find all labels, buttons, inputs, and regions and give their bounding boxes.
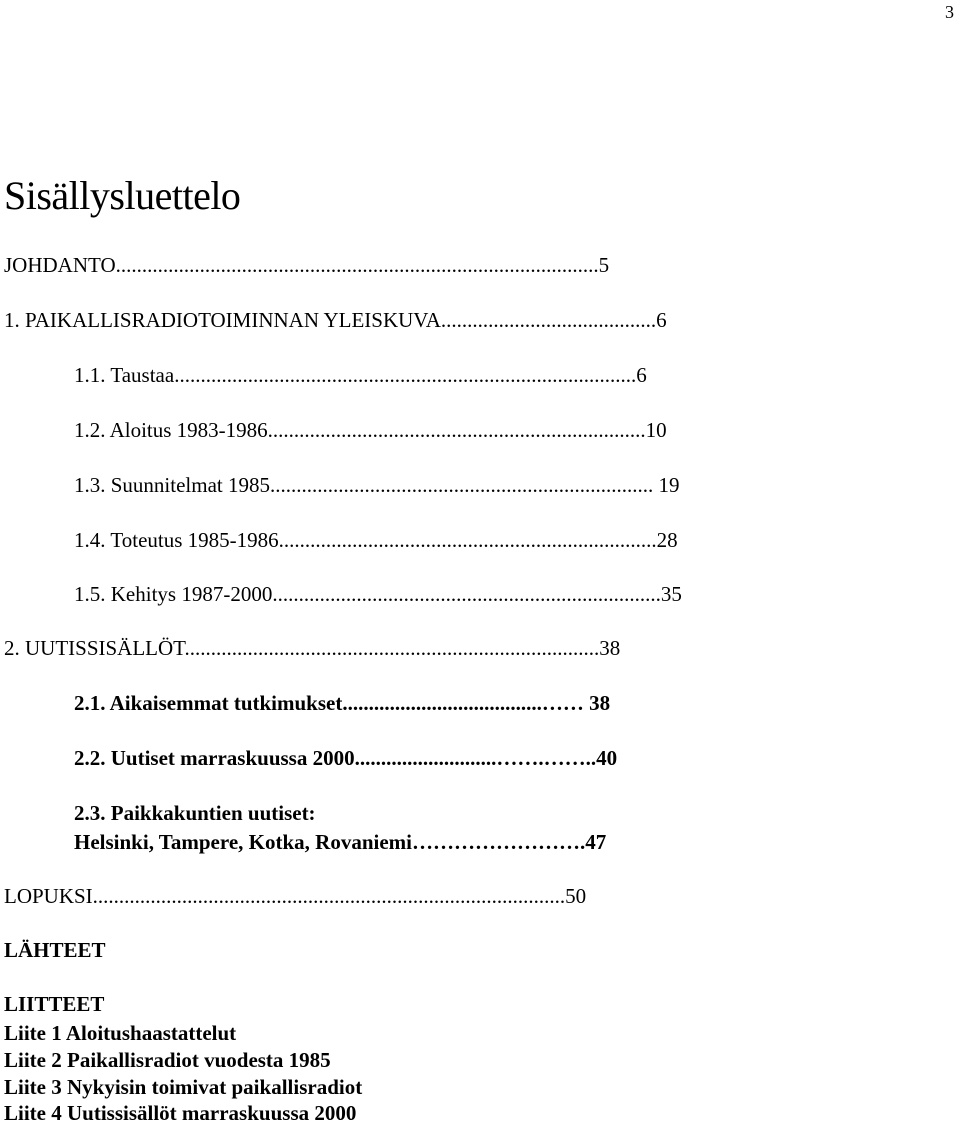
toc-entry-1-5: 1.5. Kehitys 1987-2000..........................................................................35 — [74, 582, 682, 606]
toc-entry-2-1: 2.1. Aikaisemmat tutkimukset......................................…… 38 — [74, 691, 611, 715]
toc-entry-liitteet: LIITTEET — [4, 992, 105, 1016]
toc-entry-2-3-cities: Helsinki, Tampere, Kotka, Rovaniemi…………………….47 — [74, 830, 607, 854]
toc-entry-lahteet: LÄHTEET — [4, 938, 106, 962]
toc-entry-1-2: 1.2. Aloitus 1983-1986........................................................................10 — [74, 418, 667, 442]
toc-entry-2-2: 2.2. Uutiset marraskuussa 2000...........................…….……..40 — [74, 746, 618, 770]
toc-entry-1-1: 1.1. Taustaa........................................................................................6 — [74, 363, 647, 387]
toc-entry-johdanto: JOHDANTO............................................................................................5 — [4, 253, 610, 277]
toc-entry-2-3: 2.3. Paikkakuntien uutiset: — [74, 801, 316, 825]
page-title: Sisällysluettelo — [4, 173, 241, 218]
toc-entry-chapter-1: 1. PAIKALLISRADIOTOIMINNAN YLEISKUVA.........................................6 — [4, 308, 667, 332]
toc-entry-1-4: 1.4. Toteutus 1985-1986........................................................................28 — [74, 528, 678, 552]
toc-entry-liite-4: Liite 4 Uutissisällöt marraskuussa 2000 — [4, 1101, 357, 1125]
toc-entry-liite-1: Liite 1 Aloitushaastattelut — [4, 1021, 237, 1045]
toc-entry-liite-3: Liite 3 Nykyisin toimivat paikallisradiot — [4, 1075, 363, 1099]
toc-entry-1-3: 1.3. Suunnitelmat 1985......................................................................... 19 — [74, 473, 680, 497]
toc-entry-lopuksi: LOPUKSI..........................................................................................50 — [4, 884, 587, 908]
toc-entry-liite-2: Liite 2 Paikallisradiot vuodesta 1985 — [4, 1048, 331, 1072]
toc-entry-chapter-2: 2. UUTISSISÄLLÖT...............................................................................38 — [4, 636, 621, 660]
page-number: 3 — [945, 2, 954, 22]
